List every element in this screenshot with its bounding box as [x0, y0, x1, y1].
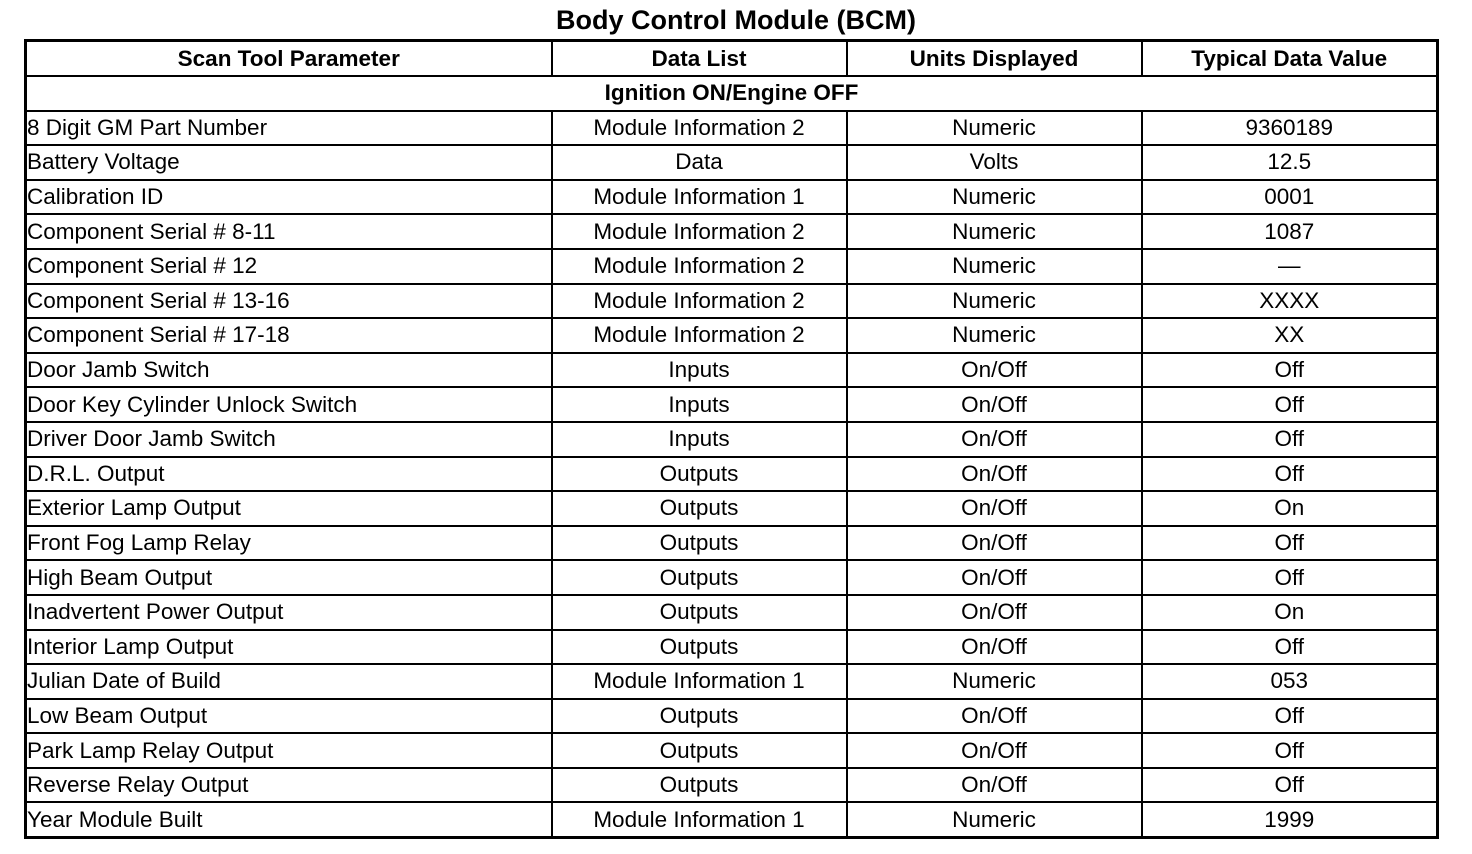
parameter-cell: Exterior Lamp Output: [26, 491, 552, 526]
parameter-cell: Inadvertent Power Output: [26, 595, 552, 630]
data-list-cell: Module Information 1: [552, 664, 847, 699]
data-list-cell: Outputs: [552, 630, 847, 665]
table-row: [26, 353, 1438, 388]
units-cell: On/Off: [847, 699, 1142, 734]
typical-value-cell: Off: [1142, 768, 1438, 803]
units-cell: Volts: [847, 145, 1142, 180]
parameter-cell: Year Module Built: [26, 802, 552, 837]
table-row: [26, 145, 1438, 180]
table-row: [26, 249, 1438, 284]
units-cell: On/Off: [847, 353, 1142, 388]
units-cell: Numeric: [847, 284, 1142, 319]
data-list-cell: Module Information 2: [552, 318, 847, 353]
units-cell: Numeric: [847, 111, 1142, 146]
data-list-cell: Module Information 2: [552, 284, 847, 319]
table-row: [26, 802, 1438, 837]
typical-value-cell: 0001: [1142, 180, 1438, 215]
parameter-cell: High Beam Output: [26, 560, 552, 595]
units-cell: Numeric: [847, 249, 1142, 284]
units-cell: Numeric: [847, 802, 1142, 837]
typical-value-cell: 053: [1142, 664, 1438, 699]
typical-value-cell: Off: [1142, 560, 1438, 595]
data-list-cell: Outputs: [552, 457, 847, 492]
parameter-cell: Driver Door Jamb Switch: [26, 422, 552, 457]
data-list-cell: Outputs: [552, 768, 847, 803]
typical-value-cell: 9360189: [1142, 111, 1438, 146]
data-list-cell: Inputs: [552, 422, 847, 457]
units-cell: On/Off: [847, 595, 1142, 630]
data-list-cell: Data: [552, 145, 847, 180]
table-row: [26, 560, 1438, 595]
typical-value-cell: Off: [1142, 457, 1438, 492]
units-cell: Numeric: [847, 318, 1142, 353]
parameter-cell: Low Beam Output: [26, 699, 552, 734]
data-list-cell: Inputs: [552, 353, 847, 388]
units-cell: On/Off: [847, 630, 1142, 665]
units-cell: On/Off: [847, 457, 1142, 492]
units-cell: Numeric: [847, 180, 1142, 215]
table-header-row: [26, 41, 1438, 77]
typical-value-cell: —: [1142, 249, 1438, 284]
parameter-cell: Component Serial # 13-16: [26, 284, 552, 319]
parameter-cell: Reverse Relay Output: [26, 768, 552, 803]
parameter-cell: 8 Digit GM Part Number: [26, 111, 552, 146]
data-list-cell: Outputs: [552, 595, 847, 630]
parameter-cell: Interior Lamp Output: [26, 630, 552, 665]
table-row: [26, 733, 1438, 768]
table-row: [26, 318, 1438, 353]
typical-value-cell: Off: [1142, 733, 1438, 768]
typical-value-cell: 1999: [1142, 802, 1438, 837]
units-cell: On/Off: [847, 526, 1142, 561]
typical-value-cell: Off: [1142, 353, 1438, 388]
data-list-cell: Inputs: [552, 387, 847, 422]
table-row: [26, 284, 1438, 319]
data-list-cell: Outputs: [552, 733, 847, 768]
table-row: [26, 768, 1438, 803]
parameter-cell: Component Serial # 12: [26, 249, 552, 284]
column-header-units-displayed: Units Displayed: [847, 41, 1142, 77]
typical-value-cell: Off: [1142, 422, 1438, 457]
units-cell: On/Off: [847, 733, 1142, 768]
section-label: Ignition ON/Engine OFF: [26, 76, 1438, 111]
data-list-cell: Module Information 2: [552, 249, 847, 284]
typical-value-cell: Off: [1142, 387, 1438, 422]
column-header-typical-data-value: Typical Data Value: [1142, 41, 1438, 77]
table-row: [26, 387, 1438, 422]
parameter-cell: Calibration ID: [26, 180, 552, 215]
data-list-cell: Module Information 2: [552, 111, 847, 146]
data-list-cell: Outputs: [552, 560, 847, 595]
table-row: [26, 422, 1438, 457]
typical-value-cell: 1087: [1142, 214, 1438, 249]
units-cell: On/Off: [847, 560, 1142, 595]
page-title: Body Control Module (BCM): [556, 5, 916, 35]
typical-value-cell: Off: [1142, 699, 1438, 734]
units-cell: On/Off: [847, 768, 1142, 803]
column-header-data-list: Data List: [552, 41, 847, 77]
units-cell: On/Off: [847, 387, 1142, 422]
typical-value-cell: Off: [1142, 630, 1438, 665]
data-list-cell: Module Information 2: [552, 214, 847, 249]
table-row: [26, 595, 1438, 630]
parameter-cell: Door Key Cylinder Unlock Switch: [26, 387, 552, 422]
table-row: [26, 699, 1438, 734]
column-header-scan-tool-parameter: Scan Tool Parameter: [26, 41, 552, 77]
table-row: [26, 214, 1438, 249]
parameter-cell: Component Serial # 17-18: [26, 318, 552, 353]
parameter-cell: Component Serial # 8-11: [26, 214, 552, 249]
parameter-cell: Door Jamb Switch: [26, 353, 552, 388]
table-row: [26, 491, 1438, 526]
typical-value-cell: Off: [1142, 526, 1438, 561]
typical-value-cell: 12.5: [1142, 145, 1438, 180]
typical-value-cell: XXXX: [1142, 284, 1438, 319]
parameter-cell: Battery Voltage: [26, 145, 552, 180]
typical-value-cell: On: [1142, 595, 1438, 630]
parameter-cell: Park Lamp Relay Output: [26, 733, 552, 768]
table-row: [26, 526, 1438, 561]
data-list-cell: Outputs: [552, 526, 847, 561]
units-cell: Numeric: [847, 214, 1142, 249]
parameter-cell: Julian Date of Build: [26, 664, 552, 699]
typical-value-cell: XX: [1142, 318, 1438, 353]
section-row: [26, 76, 1438, 111]
units-cell: On/Off: [847, 491, 1142, 526]
table-row: [26, 111, 1438, 146]
table-row: [26, 630, 1438, 665]
data-list-cell: Outputs: [552, 699, 847, 734]
data-list-cell: Module Information 1: [552, 180, 847, 215]
table-row: [26, 180, 1438, 215]
bcm-data-table: [24, 39, 1439, 839]
parameter-cell: D.R.L. Output: [26, 457, 552, 492]
units-cell: On/Off: [847, 422, 1142, 457]
typical-value-cell: On: [1142, 491, 1438, 526]
table-row: [26, 457, 1438, 492]
data-list-cell: Outputs: [552, 491, 847, 526]
units-cell: Numeric: [847, 664, 1142, 699]
parameter-cell: Front Fog Lamp Relay: [26, 526, 552, 561]
data-list-cell: Module Information 1: [552, 802, 847, 837]
table-row: [26, 664, 1438, 699]
